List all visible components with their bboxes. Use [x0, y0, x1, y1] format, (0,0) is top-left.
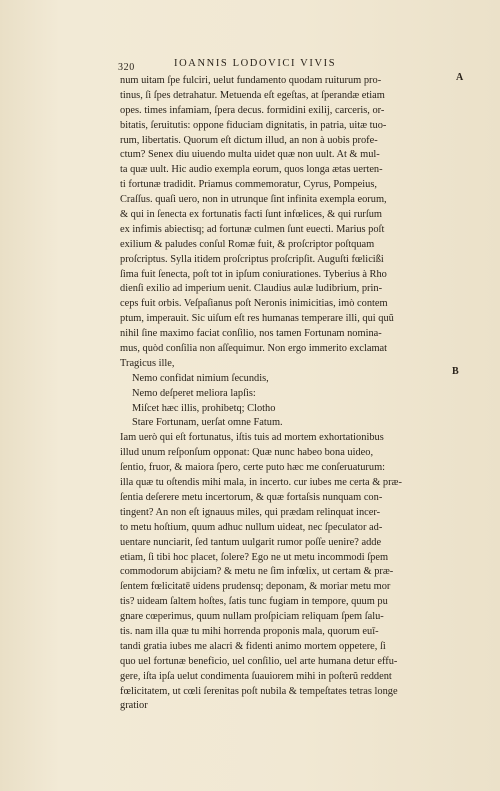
- text-line: Tragicus ille,: [120, 357, 175, 369]
- marginal-letter-a: A: [456, 72, 464, 83]
- text-line: Miſcet hæc illis, prohibetq; Clotho: [132, 402, 276, 414]
- text-line: proſcriptus. Sylla itidem proſcriptus proſcripſit. Auguſti fœlicißi: [120, 253, 384, 265]
- text-line: tinus, ſi ſpes detrahatur. Metuenda eſt egeſtas, at ſperandæ etiam: [120, 89, 385, 101]
- body-text: [120, 74, 455, 714]
- text-line: quo uel fortunæ beneficio, uel conſilio, uel arte humana detur effu-: [120, 655, 398, 667]
- text-line: ſima fuit ſenecta, poſt tot in ipſum coniurationes. Tyberius à Rho: [120, 268, 387, 280]
- text-line: Nemo deſperet meliora lapſis:: [132, 387, 256, 399]
- text-line: uentare nunciarit, ſed tantum uulgarit rumor poſſe uenire? adde: [120, 536, 382, 548]
- text-line: bitatis, ſeruitutis: oppone fiduciam dignitatis, in patria, uitæ tuo-: [120, 119, 387, 131]
- text-line: ſentem fœlicitatē uidens prudensq; deponam, & moriar metu mor: [120, 581, 391, 593]
- text-line: ptum, imperauit. Sic uiſum eſt res humanas temperare illi, qui quũ: [120, 313, 394, 325]
- running-head: IOANNIS LODOVICI VIVIS: [174, 58, 337, 69]
- text-line: ta quæ uult. Hic audio exempla eorum, quos longa ætas uerten-: [120, 164, 383, 176]
- text-line: commodorum abijciam? & metu ne ſim infœlix, ut certam & præ-: [120, 566, 394, 578]
- text-line: ceps fuit orbis. Veſpaſianus poſt Neronis inimicitias, imò contem: [120, 298, 388, 310]
- text-line: Iam uerò qui eſt fortunatus, iſtis tuis ad mortem exhortationibus: [120, 432, 384, 444]
- text-line: to metu hoſtium, quum adhuc nullum uideat, nec ſpeculator ad-: [120, 521, 383, 533]
- text-line: gnare cœperimus, quum nullam proſpiciam reliquam ſpem ſalu-: [120, 611, 384, 623]
- text-line: ſentia deſerere metu incertorum, & quæ fortaſsis nunquam con-: [120, 491, 383, 503]
- text-line: tis. nam illa quæ tu mihi horrenda proponis mala, quorum euī-: [120, 625, 379, 637]
- text-line: rum, libertatis. Quorum eſt dictum illud, an non à uobis profe-: [120, 134, 378, 146]
- page-number: 320: [118, 62, 135, 73]
- text-line: ex infimis abiectisq; ad fortunæ culmen ſunt euecti. Marius poſt: [120, 223, 385, 235]
- text-line: illa quæ tu oſtendis mihi mala, in incerto. cur iubes me certa & præ-: [120, 477, 402, 489]
- text-line: tingent? An non eſt ignauus miles, qui prædam relinquat incer-: [120, 506, 381, 518]
- text-line: tandi gratia iubes me alacri & fidenti animo mortem oppetere, ſi: [120, 640, 386, 652]
- text-line: Nemo confidat nimium ſecundis,: [132, 372, 269, 384]
- text-line: mus, quòd conſilia non aſſequimur. Non ergo immerito exclamat: [120, 343, 388, 355]
- text-line: num uitam ſpe fulciri, uelut fundamento quodam ruiturum pro-: [120, 75, 382, 86]
- text-line: gratior: [120, 700, 148, 712]
- text-line: Stare Fortunam, uerſat omne Fatum.: [132, 417, 283, 429]
- marginal-letter-b: B: [452, 366, 459, 377]
- text-line: fœlicitatem, ut cœli ſerenitas poſt nubila & tempeſtates tetras longe: [120, 685, 398, 697]
- text-line: ctum? Senex diu uiuendo multa uidet quæ non uult. At & mul-: [120, 149, 380, 161]
- text-line: Craſſus. quaſi uero, non in utrunque ſint infinita exempla eorum,: [120, 194, 387, 206]
- text-line: ti fortunæ tradidit. Priamus commemoratur, Cyrus, Pompeius,: [120, 179, 378, 191]
- text-line: dienſi exilio ad imperium uenit. Claudius aulæ ludibrium, prin-: [120, 283, 383, 295]
- text-line: ſentio, fruor, & maiora ſpero, certe puto hæc me conſeruaturum:: [120, 462, 386, 474]
- text-line: & qui in ſenecta ex fortunatis facti ſunt infœlices, & qui rurſum: [120, 209, 383, 221]
- text-line: exilium & paludes conſul Romæ fuit, & proſcriptor poſtquam: [120, 238, 375, 250]
- text-line: nihil ſine maximo faciat conſilio, nos tamen Fortunam nomina-: [120, 328, 382, 340]
- text-line: tis? uideam ſaltem hoſtes, ſatis tunc fugiam in tempore, quum pu: [120, 596, 388, 608]
- text-line: gere, iſta ipſa uelut condimenta ſuauiorem mihi in poſterũ reddent: [120, 670, 392, 682]
- text-line: etiam, ſi tibi hoc placet, ſolere? Ego ne ut metu incommodi ſpem: [120, 551, 389, 563]
- text-line: illud unum reſponſum opponat: Quæ nunc habeo bona uideo,: [120, 447, 374, 459]
- text-line: opes. times infamiam, ſpera decus. formidini exilij, carceris, or-: [120, 104, 385, 116]
